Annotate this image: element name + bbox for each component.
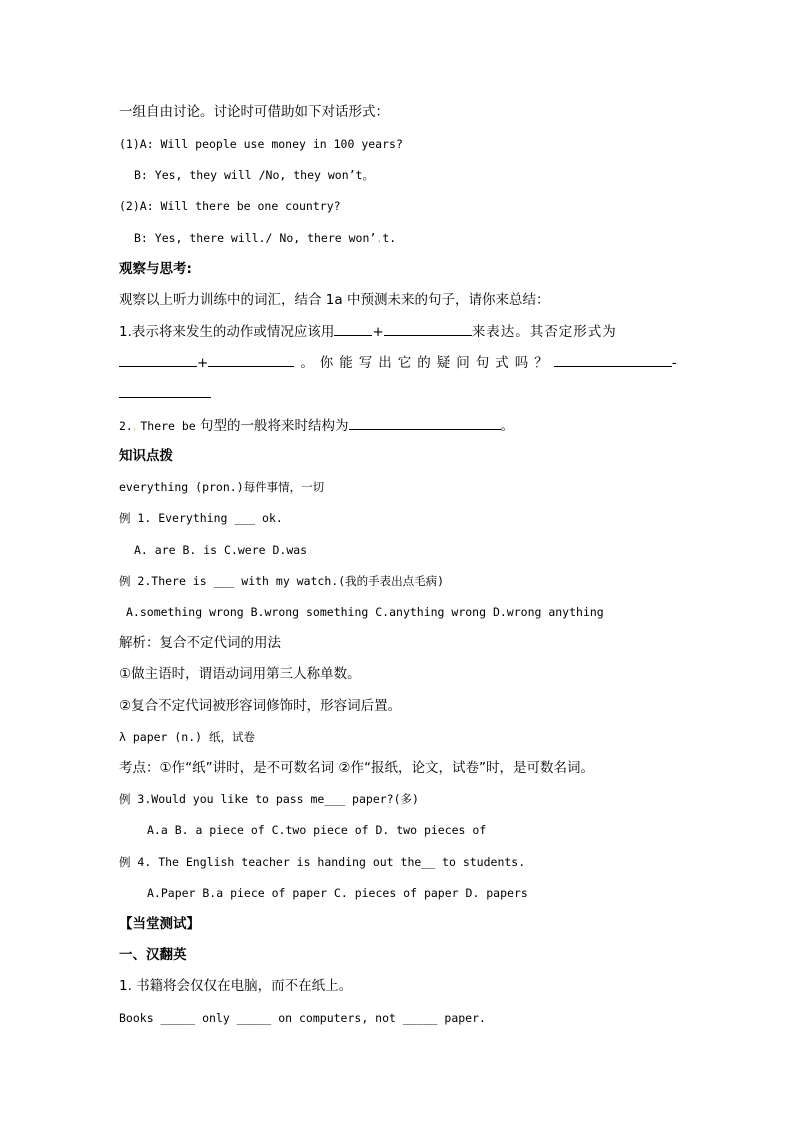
example-4-options: A.Paper B.a piece of paper C. pieces of paper D. papers <box>147 886 528 900</box>
question-1-interrogative: 。你能写出它的疑问句式吗？ <box>300 355 554 371</box>
dialog-2-question: (2)A: Will there be one country? <box>119 199 341 213</box>
blank-field[interactable] <box>554 354 672 367</box>
heading-translate: 一、汉翻英 <box>119 947 187 963</box>
plus-sign: + <box>197 355 209 371</box>
question-1-lead: 1.表示将来发生的动作或情况应该用 <box>119 324 335 340</box>
question-2-number: 2. <box>119 419 133 433</box>
blank-field[interactable] <box>384 323 472 336</box>
dialog-2-answer-start: B: Yes, there will./ No, there won’ <box>134 231 377 245</box>
question-2-text: 句型的一般将来时结构为 <box>200 418 349 434</box>
question-2-english: There be <box>140 419 196 433</box>
example-4: 例 4. The English teacher is handing out the__ to students. <box>119 855 526 869</box>
dash-sign: - <box>671 355 677 371</box>
translate-1-english: Books _____ only _____ on computers, not _____ paper. <box>119 1011 486 1025</box>
kaodian: 考点：①作“纸”讲时，是不可数名词 ②作“报纸，论文，试卷”时，是可数名词。 <box>119 760 594 776</box>
word-everything: everything (pron.)每件事情，一切 <box>119 480 325 494</box>
dialog-1-question: (1)A: Will people use money in 100 years? <box>119 137 403 151</box>
question-2-end: 。 <box>500 418 515 434</box>
observe-instruction: 观察以上听力训练中的词汇，结合 1a 中预测未来的句子，请你来总结： <box>119 292 550 308</box>
question-1-line-1 <box>119 323 617 340</box>
example-2: 例 2.There is ___ with my watch.(我的手表出点毛病) <box>119 574 445 588</box>
word-paper: λ paper (n.) 纸，试卷 <box>119 730 256 744</box>
plus-sign: + <box>372 324 384 340</box>
example-3-options: A.a B. a piece of C.two piece of D. two pieces of <box>147 823 487 837</box>
blank-field[interactable] <box>119 385 211 398</box>
example-2-options: A.something wrong B.wrong something C.anything wrong D.wrong anything <box>126 605 604 619</box>
heading-test: 【当堂测试】 <box>119 916 200 932</box>
example-1-options: A. are B. is C.were D.was <box>134 543 308 557</box>
example-3: 例 3.Would you like to pass me___ paper?(多) <box>119 792 419 806</box>
marker-dot: . <box>132 422 137 433</box>
dialog-2-answer <box>134 230 396 248</box>
analysis: 解析：复合不定代词的用法 <box>119 635 281 651</box>
blank-field[interactable] <box>119 354 197 367</box>
rule-2: ②复合不定代词被形容词修饰时，形容词后置。 <box>119 698 402 714</box>
question-1-line-3 <box>119 385 211 402</box>
question-1-line-2 <box>119 354 677 371</box>
intro-text: 一组自由讨论。讨论时可借助如下对话形式： <box>119 104 389 120</box>
blank-field[interactable] <box>349 417 501 430</box>
example-1: 例 1. Everything ___ ok. <box>119 511 283 525</box>
heading-observe: 观察与思考: <box>119 261 192 277</box>
blank-field[interactable] <box>208 354 294 367</box>
dialog-1-answer: B: Yes, they will /No, they won’t。 <box>134 168 374 182</box>
dialog-2-answer-end: t. <box>382 231 397 245</box>
rule-1: ①做主语时，谓语动词用第三人称单数。 <box>119 666 361 682</box>
blank-field[interactable] <box>334 323 372 336</box>
question-2 <box>119 417 514 436</box>
marker-dot: . <box>376 234 383 245</box>
question-1-tail: 来表达。其否定形式为 <box>471 324 617 340</box>
heading-knowledge: 知识点拨 <box>119 448 173 464</box>
translate-1: 1. 书籍将会仅仅在电脑，而不在纸上。 <box>119 978 353 994</box>
